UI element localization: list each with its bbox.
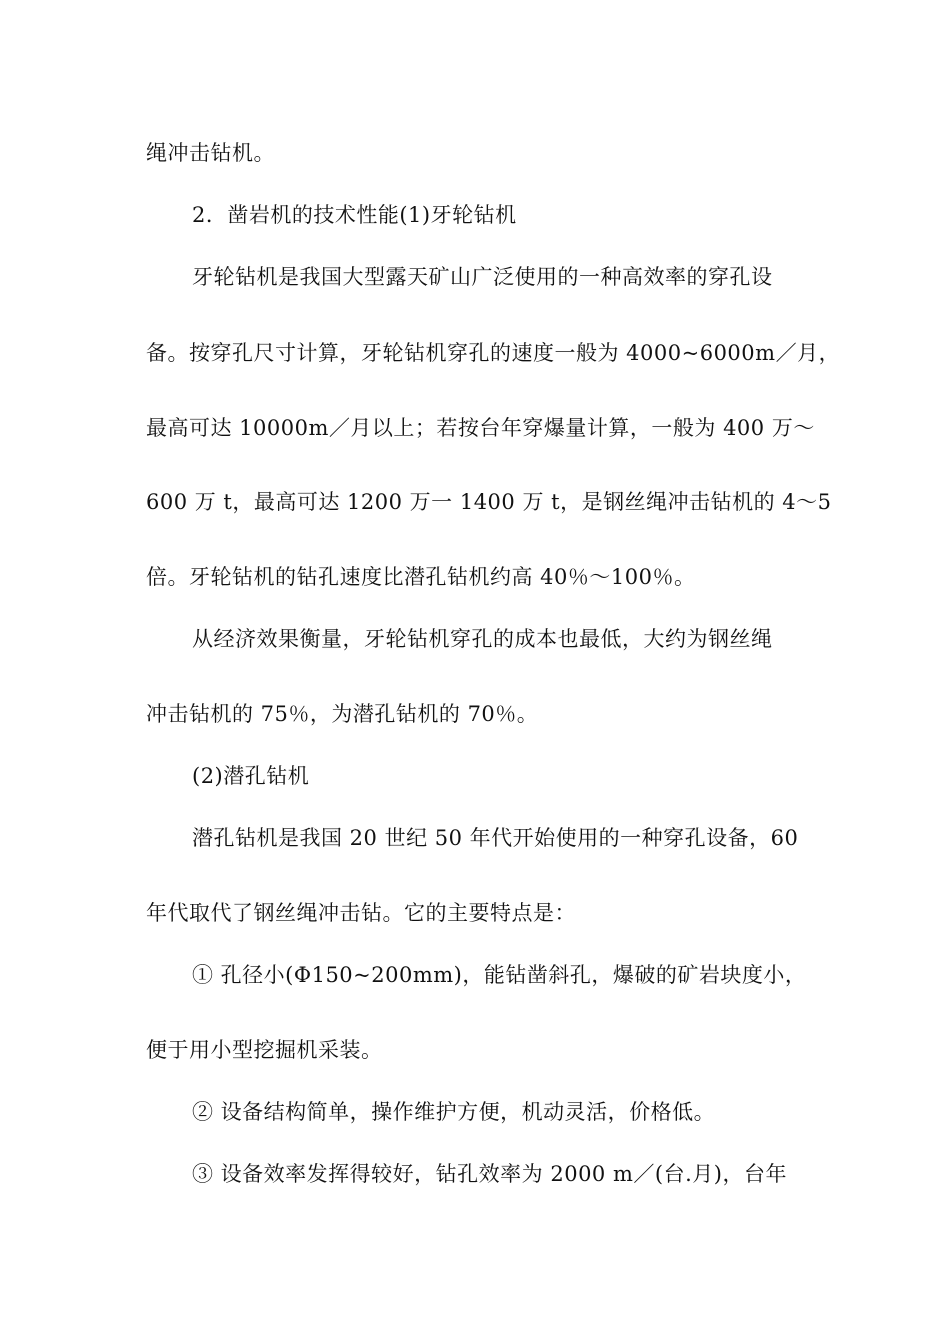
paragraph-line: 冲击钻机的 75％，为潜孔钻机的 70％。 xyxy=(146,702,539,726)
paragraph-line: 绳冲击钻机。 xyxy=(146,141,275,165)
paragraph-line: 从经济效果衡量，牙轮钻机穿孔的成本也最低，大约为钢丝绳 xyxy=(192,627,773,651)
list-item: ① 孔径小(Φ150~200mm)，能钻凿斜孔，爆破的矿岩块度小， xyxy=(192,963,807,987)
section-heading: 2．凿岩机的技术性能(1)牙轮钻机 xyxy=(192,203,517,227)
paragraph-line: 备。按穿孔尺寸计算，牙轮钻机穿孔的速度一般为 4000~6000m／月， xyxy=(146,341,841,365)
section-heading: (2)潜孔钻机 xyxy=(192,764,310,788)
paragraph-line: 倍。牙轮钻机的钻孔速度比潜孔钻机约高 40％～100％。 xyxy=(146,565,696,589)
paragraph-line: 潜孔钻机是我国 20 世纪 50 年代开始使用的一种穿孔设备，60 xyxy=(192,826,799,850)
paragraph-line: 600 万 t，最高可达 1200 万一 1400 万 t，是钢丝绳冲击钻机的 4～5 xyxy=(146,490,832,514)
paragraph-line: 年代取代了钢丝绳冲击钻。它的主要特点是： xyxy=(146,901,576,925)
list-item: ② 设备结构简单，操作维护方便，机动灵活，价格低。 xyxy=(192,1100,716,1124)
list-item: ③ 设备效率发挥得较好，钻孔效率为 2000 m／(台.月)，台年 xyxy=(192,1162,787,1186)
paragraph-line: 最高可达 10000m／月以上；若按台年穿爆量计算，一般为 400 万～ xyxy=(146,416,815,440)
paragraph-line: 便于用小型挖掘机采装。 xyxy=(146,1038,383,1062)
paragraph-line: 牙轮钻机是我国大型露天矿山广泛使用的一种高效率的穿孔设 xyxy=(192,265,773,289)
